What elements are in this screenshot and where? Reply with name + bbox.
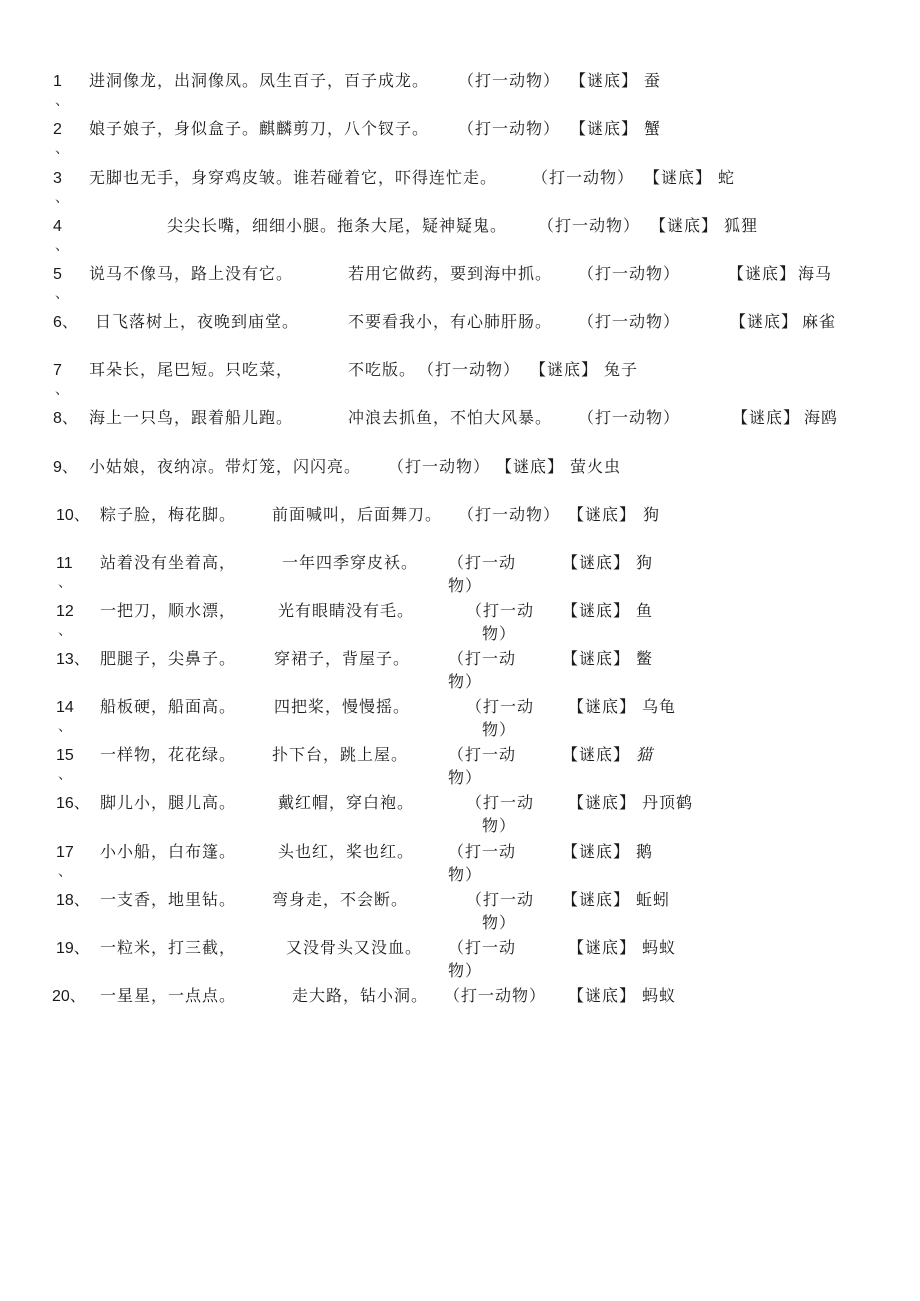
riddle-text-second: 一年四季穿皮袄。 <box>282 553 419 572</box>
riddle-answer: 蚂蚁 <box>642 938 677 957</box>
answer-label: 【谜底】 <box>568 697 637 716</box>
riddle-text: 娘子娘子，身似盒子。麒麟剪刀，八个钗子。 <box>89 119 430 138</box>
riddle-category: （打一动物） <box>578 312 681 331</box>
riddle-number-mark: 、 <box>55 382 70 398</box>
answer-label: 【谜底】 <box>644 168 713 187</box>
riddle-item <box>0 792 920 840</box>
riddle-number: 16、 <box>56 795 90 812</box>
riddle-category: （打一动 <box>448 938 517 957</box>
riddle-category-wrap: 物） <box>482 816 517 835</box>
riddle-category: （打一动 <box>448 553 517 572</box>
riddle-answer: 蛇 <box>718 168 736 187</box>
riddle-item <box>0 118 920 166</box>
riddle-category: （打一动物） <box>458 505 561 524</box>
riddle-number-mark: 、 <box>58 623 73 639</box>
riddle-number-mark: 、 <box>55 190 70 206</box>
riddle-category: （打一动物） <box>578 264 681 283</box>
answer-label: 【谜底】 <box>570 119 639 138</box>
riddle-answer: 海马 <box>798 264 833 283</box>
riddle-answer: 蚯蚓 <box>636 890 671 909</box>
riddle-item <box>0 744 920 792</box>
riddle-answer: 萤火虫 <box>570 457 622 476</box>
riddle-text: 粽子脸，梅花脚。 <box>100 505 237 524</box>
riddle-answer: 乌龟 <box>642 697 677 716</box>
riddle-answer: 鹅 <box>636 842 654 861</box>
riddle-category: （打一动物） <box>532 168 635 187</box>
riddle-answer: 蟹 <box>644 119 662 138</box>
answer-label: 【谜底】 <box>530 360 599 379</box>
riddle-answer: 鱼 <box>636 601 654 620</box>
riddle-text-second: 穿裙子，背屋子。 <box>274 649 411 668</box>
riddle-number: 15 <box>56 747 74 764</box>
riddle-item <box>0 70 920 118</box>
riddle-number: 12 <box>56 603 74 620</box>
riddle-text: 小小船，白布篷。 <box>100 842 237 861</box>
riddle-answer: 蚂蚁 <box>642 986 677 1005</box>
riddle-category: （打一动物） <box>418 360 521 379</box>
riddle-answer: 麻雀 <box>802 312 837 331</box>
answer-label: 【谜底】 <box>562 553 631 572</box>
riddle-item <box>0 167 920 215</box>
riddle-answer: 兔子 <box>604 360 639 379</box>
answer-label: 【谜底】 <box>650 216 719 235</box>
riddle-text: 日飞落树上，夜晚到庙堂。 <box>95 312 300 331</box>
riddle-category: （打一动 <box>466 890 535 909</box>
riddle-category: （打一动物） <box>458 71 561 90</box>
riddle-number-mark: 、 <box>55 141 70 157</box>
riddle-category: （打一动物） <box>444 986 547 1005</box>
riddle-item <box>0 985 920 1033</box>
riddle-category: （打一动物） <box>458 119 561 138</box>
riddle-item <box>0 456 920 504</box>
riddle-answer: 狗 <box>643 505 661 524</box>
riddle-item <box>0 504 920 552</box>
riddle-category-wrap: 物） <box>448 768 483 787</box>
riddle-text-second: 扑下台，跳上屋。 <box>272 745 409 764</box>
answer-label: 【谜底】 <box>562 649 631 668</box>
riddle-number: 10、 <box>56 507 90 524</box>
riddle-category-wrap: 物） <box>482 624 517 643</box>
answer-label: 【谜底】 <box>496 457 565 476</box>
riddle-number: 6、 <box>53 314 78 331</box>
answer-label: 【谜底】 <box>728 264 797 283</box>
riddle-number-mark: 、 <box>58 864 73 880</box>
riddle-item <box>0 841 920 889</box>
riddle-text-second: 走大路，钻小洞。 <box>292 986 429 1005</box>
riddle-category-wrap: 物） <box>448 961 483 980</box>
answer-label: 【谜底】 <box>562 601 631 620</box>
riddle-number: 14 <box>56 699 74 716</box>
answer-label: 【谜底】 <box>562 842 631 861</box>
answer-label: 【谜底】 <box>570 71 639 90</box>
riddle-number: 2 <box>53 121 62 138</box>
riddle-number: 1 <box>53 73 62 90</box>
riddle-number: 4 <box>53 218 62 235</box>
riddle-number: 13、 <box>56 651 90 668</box>
riddle-item <box>0 311 920 359</box>
riddle-item <box>0 696 920 744</box>
riddle-item <box>0 937 920 985</box>
answer-label: 【谜底】 <box>568 793 637 812</box>
riddle-number: 11 <box>56 555 73 572</box>
riddle-answer: 猫 <box>636 745 654 764</box>
riddle-category-wrap: 物） <box>482 720 517 739</box>
answer-label: 【谜底】 <box>562 890 631 909</box>
riddle-text: 肥腿子，尖鼻子。 <box>100 649 237 668</box>
riddle-category-wrap: 物） <box>482 913 517 932</box>
riddle-text: 船板硬，船面高。 <box>100 697 237 716</box>
answer-label: 【谜底】 <box>568 938 637 957</box>
riddle-number: 7 <box>53 362 62 379</box>
answer-label: 【谜底】 <box>730 312 799 331</box>
riddle-number: 18、 <box>56 892 90 909</box>
riddle-answer: 狗 <box>636 553 654 572</box>
riddle-category: （打一动 <box>466 697 535 716</box>
riddle-number: 19、 <box>56 940 90 957</box>
riddle-category: （打一动物） <box>388 457 491 476</box>
riddle-number-mark: 、 <box>58 719 73 735</box>
riddle-text-second: 弯身走，不会断。 <box>272 890 409 909</box>
riddle-text: 无脚也无手，身穿鸡皮皱。谁若碰着它，吓得连忙走。 <box>89 168 498 187</box>
riddle-answer: 丹顶鹤 <box>642 793 694 812</box>
riddle-text-second: 若用它做药，要到海中抓。 <box>348 264 553 283</box>
riddle-answer: 鳖 <box>636 649 654 668</box>
riddle-item <box>0 889 920 937</box>
riddle-category: （打一动物） <box>578 408 681 427</box>
riddle-category: （打一动 <box>466 601 535 620</box>
riddle-text: 一把刀，顺水漂， <box>100 601 237 620</box>
answer-label: 【谜底】 <box>568 505 637 524</box>
riddle-text: 一粒米，打三截， <box>100 938 237 957</box>
riddle-number: 17 <box>56 844 74 861</box>
riddle-text: 小姑娘，夜纳凉。带灯笼，闪闪亮。 <box>89 457 362 476</box>
riddle-item <box>0 552 920 600</box>
riddle-text: 耳朵长，尾巴短。只吃菜， <box>89 360 294 379</box>
riddle-text: 海上一只鸟，跟着船儿跑。 <box>89 408 294 427</box>
riddle-category-wrap: 物） <box>448 576 483 595</box>
riddle-category-wrap: 物） <box>448 672 483 691</box>
riddle-number-mark: 、 <box>55 238 70 254</box>
answer-label: 【谜底】 <box>562 745 631 764</box>
riddle-item <box>0 359 920 407</box>
riddle-number: 3 <box>53 170 62 187</box>
riddle-number: 9、 <box>53 459 78 476</box>
riddle-text-second: 又没骨头又没血。 <box>286 938 423 957</box>
riddle-text: 尖尖长嘴，细细小腿。拖条大尾，疑神疑鬼。 <box>167 216 508 235</box>
riddle-text: 脚儿小，腿儿高。 <box>100 793 237 812</box>
riddle-text: 站着没有坐着高， <box>100 553 237 572</box>
riddle-number: 20、 <box>52 988 86 1005</box>
riddle-number-mark: 、 <box>58 575 73 591</box>
riddle-text-second: 不吃版。 <box>348 360 417 379</box>
riddle-item <box>0 600 920 648</box>
riddle-text-second: 光有眼睛没有毛。 <box>278 601 415 620</box>
riddle-text-second: 戴红帽，穿白袍。 <box>278 793 415 812</box>
riddle-number-mark: 、 <box>55 93 70 109</box>
riddle-text-second: 不要看我小，有心肺肝肠。 <box>348 312 553 331</box>
riddle-category: （打一动 <box>448 842 517 861</box>
riddle-number-mark: 、 <box>55 286 70 302</box>
riddle-item <box>0 215 920 263</box>
riddle-text-second: 头也红，桨也红。 <box>278 842 415 861</box>
riddle-text-second: 四把桨，慢慢摇。 <box>274 697 411 716</box>
riddle-text: 一星星，一点点。 <box>100 986 237 1005</box>
riddle-text: 一样物，花花绿。 <box>100 745 237 764</box>
riddle-answer: 海鸥 <box>804 408 839 427</box>
answer-label: 【谜底】 <box>732 408 801 427</box>
riddle-category: （打一动 <box>448 649 517 668</box>
riddle-text: 进洞像龙，出洞像凤。凤生百子，百子成龙。 <box>89 71 430 90</box>
riddle-category-wrap: 物） <box>448 865 483 884</box>
riddle-number-mark: 、 <box>58 767 73 783</box>
riddle-category: （打一动 <box>448 745 517 764</box>
answer-label: 【谜底】 <box>568 986 637 1005</box>
riddle-text: 说马不像马，路上没有它。 <box>89 264 294 283</box>
riddle-item <box>0 648 920 696</box>
riddle-number: 8、 <box>53 410 78 427</box>
riddle-text: 一支香，地里钻。 <box>100 890 237 909</box>
riddle-text-second: 前面喊叫，后面舞刀。 <box>272 505 443 524</box>
riddle-item <box>0 263 920 311</box>
riddle-category: （打一动 <box>466 793 535 812</box>
riddle-text-second: 冲浪去抓鱼，不怕大风暴。 <box>348 408 553 427</box>
riddle-category: （打一动物） <box>538 216 641 235</box>
riddle-answer: 蚕 <box>644 71 662 90</box>
riddle-number: 5 <box>53 266 62 283</box>
riddle-item <box>0 407 920 455</box>
riddle-answer: 狐狸 <box>724 216 759 235</box>
